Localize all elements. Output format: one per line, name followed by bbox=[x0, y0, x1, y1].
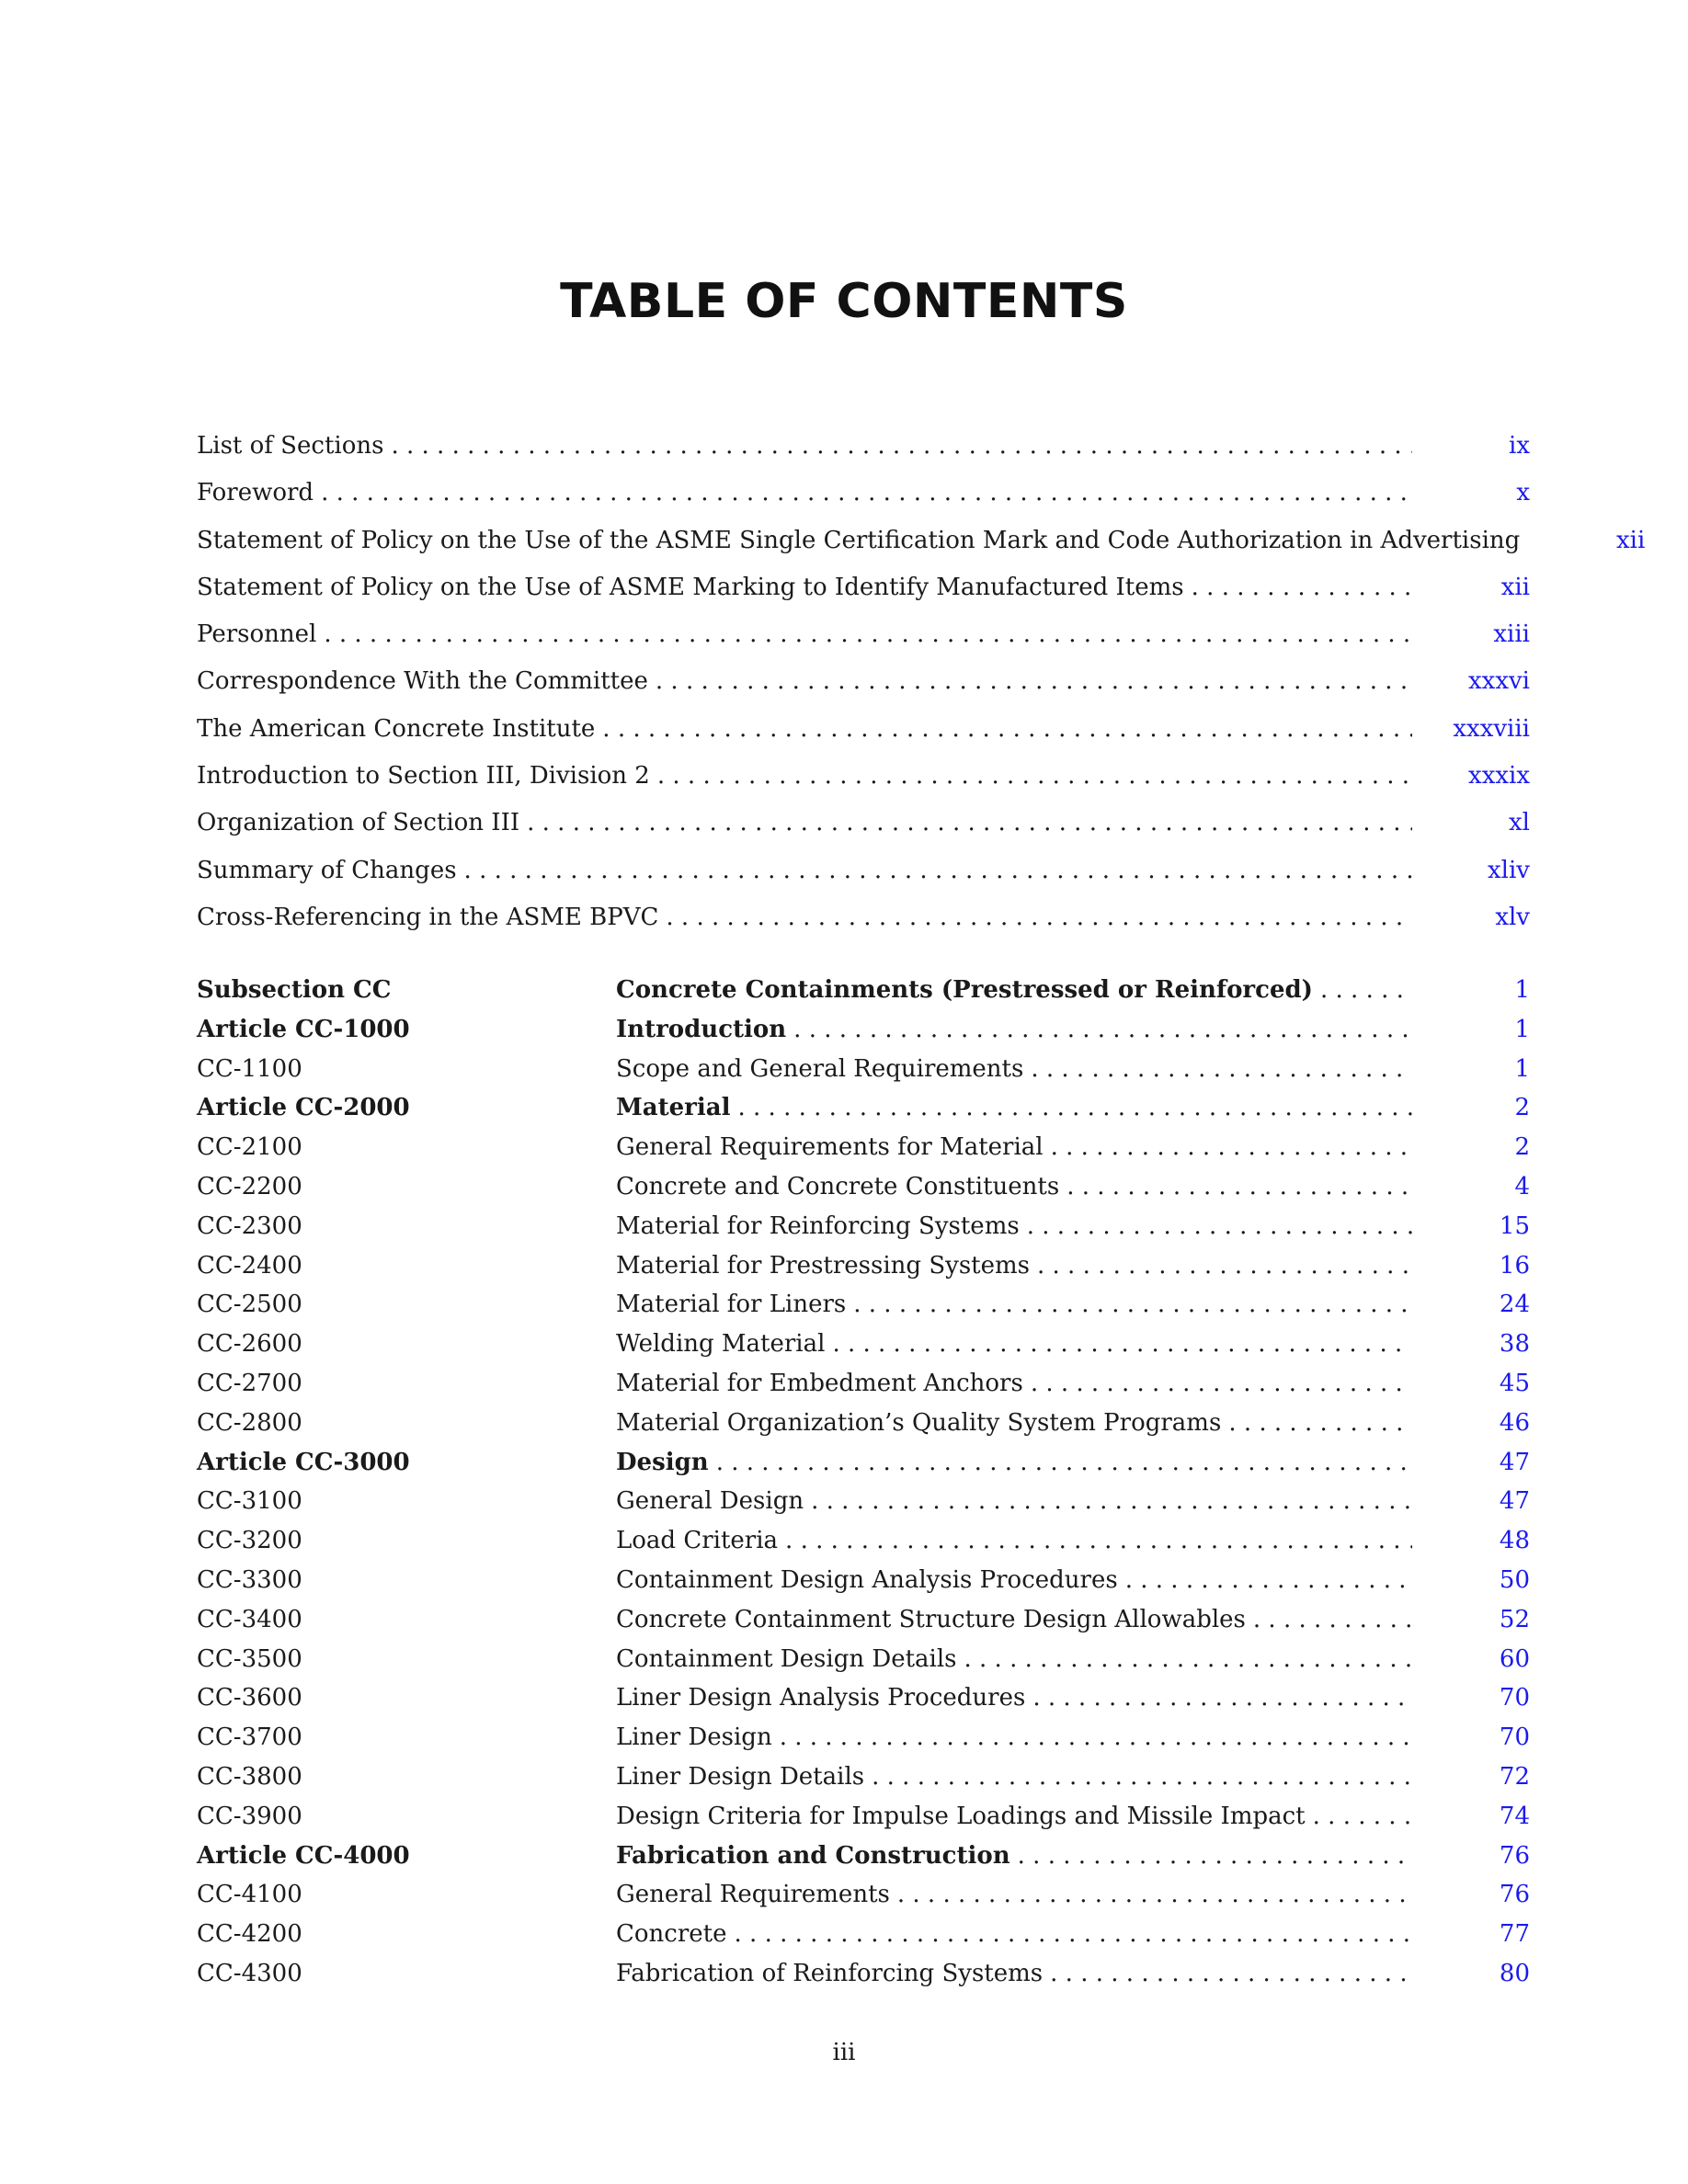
toc-entry[interactable] bbox=[197, 423, 1530, 470]
toc-section-page-link[interactable]: 24 bbox=[1499, 1291, 1530, 1319]
dot-leader bbox=[321, 470, 1412, 517]
toc-section-page-link[interactable]: 47 bbox=[1499, 1448, 1530, 1476]
toc-section-title: Material for Prestressing Systems bbox=[616, 1251, 1030, 1280]
dot-leader bbox=[1037, 1246, 1412, 1286]
dot-leader bbox=[527, 800, 1412, 847]
toc-section-page-link[interactable]: 80 bbox=[1499, 1959, 1530, 1987]
toc-section-entry[interactable] bbox=[197, 1404, 1530, 1443]
toc-entry-page-link[interactable]: xxxvi bbox=[1468, 667, 1530, 696]
toc-section-entry[interactable] bbox=[197, 1325, 1530, 1364]
toc-section-code: Article CC-2000 bbox=[197, 1094, 410, 1122]
dot-leader bbox=[1031, 1050, 1412, 1089]
toc-section-page-link[interactable]: 47 bbox=[1499, 1487, 1530, 1516]
toc-entry[interactable] bbox=[197, 564, 1530, 611]
toc-section-title-cell bbox=[616, 1088, 1420, 1128]
toc-entry-page-link[interactable]: xiii bbox=[1493, 620, 1530, 649]
dot-leader bbox=[1050, 1954, 1412, 1994]
dot-leader bbox=[1320, 971, 1412, 1010]
toc-section-code: CC-4100 bbox=[197, 1881, 302, 1909]
dot-leader bbox=[391, 423, 1412, 470]
toc-section-entry[interactable] bbox=[197, 1640, 1530, 1679]
toc-section-entry[interactable] bbox=[197, 1954, 1530, 1994]
toc-entry[interactable] bbox=[197, 518, 1646, 564]
toc-section-entry[interactable] bbox=[197, 1167, 1530, 1207]
section-list bbox=[197, 971, 1530, 1994]
toc-entry[interactable] bbox=[197, 706, 1530, 753]
toc-section-title-cell bbox=[616, 1325, 1420, 1364]
toc-section-entry[interactable] bbox=[197, 1443, 1530, 1483]
toc-entry[interactable] bbox=[197, 658, 1530, 705]
toc-section-title-cell bbox=[616, 1678, 1420, 1718]
toc-entry-page-link[interactable]: xii bbox=[1500, 573, 1530, 601]
toc-section-code: CC-2600 bbox=[197, 1330, 302, 1359]
dot-leader bbox=[872, 1757, 1412, 1797]
dot-leader bbox=[464, 847, 1412, 894]
toc-entry-page-link[interactable]: xxxix bbox=[1468, 762, 1530, 791]
toc-entry-label: Summary of Changes bbox=[197, 856, 457, 884]
toc-section-entry[interactable] bbox=[197, 1875, 1530, 1915]
dot-leader bbox=[1051, 1128, 1412, 1167]
toc-section-entry[interactable] bbox=[197, 971, 1530, 1010]
toc-section-title-cell bbox=[616, 1797, 1420, 1837]
toc-section-title: General Requirements bbox=[616, 1881, 890, 1909]
dot-leader bbox=[1313, 1797, 1412, 1837]
dot-leader bbox=[1027, 1207, 1412, 1246]
toc-section-page-link[interactable]: 77 bbox=[1499, 1920, 1530, 1949]
toc-entry-label: Organization of Section III bbox=[197, 809, 520, 837]
toc-section-entry[interactable] bbox=[197, 1010, 1530, 1050]
toc-section-page-link[interactable]: 76 bbox=[1499, 1841, 1530, 1870]
toc-section-page-link[interactable]: 4 bbox=[1514, 1172, 1530, 1200]
toc-section-code: CC-2800 bbox=[197, 1408, 302, 1437]
toc-section-title: Material for Liners bbox=[616, 1291, 847, 1319]
toc-section-title-cell bbox=[616, 1915, 1420, 1954]
toc-section-code: CC-1100 bbox=[197, 1054, 302, 1083]
toc-section-code: CC-4300 bbox=[197, 1959, 302, 1987]
toc-section-title-cell bbox=[616, 1640, 1420, 1679]
toc-section-title-cell bbox=[616, 1128, 1420, 1167]
toc-section-title: Liner Design Details bbox=[616, 1762, 865, 1791]
toc-section-code: CC-2100 bbox=[197, 1133, 302, 1162]
toc-entry[interactable] bbox=[197, 894, 1530, 941]
toc-section-title: Fabrication of Reinforcing Systems bbox=[616, 1959, 1044, 1987]
toc-section-page-link[interactable]: 2 bbox=[1514, 1133, 1530, 1162]
toc-section-page-link[interactable]: 1 bbox=[1514, 1054, 1530, 1083]
toc-section-code: Subsection CC bbox=[197, 976, 392, 1004]
toc-section-title-cell bbox=[616, 1167, 1420, 1207]
dot-leader bbox=[737, 1088, 1412, 1128]
toc-section-title-cell bbox=[616, 1521, 1420, 1561]
toc-section-page-link[interactable]: 46 bbox=[1499, 1408, 1530, 1437]
toc-section-page-link[interactable]: 70 bbox=[1499, 1684, 1530, 1712]
toc-section-entry[interactable] bbox=[197, 1561, 1530, 1600]
toc-section-title-cell bbox=[616, 1050, 1420, 1089]
toc-section-title-cell bbox=[616, 1954, 1420, 1994]
toc-section-title-cell bbox=[616, 1837, 1420, 1876]
toc-section-code: CC-2400 bbox=[197, 1251, 302, 1280]
toc-section-title-cell bbox=[616, 1718, 1420, 1757]
toc-section-entry[interactable] bbox=[197, 1364, 1530, 1404]
toc-section-code: Article CC-4000 bbox=[197, 1841, 410, 1870]
toc-section-page-link[interactable]: 74 bbox=[1499, 1802, 1530, 1830]
toc-section-entry[interactable] bbox=[197, 1246, 1530, 1286]
toc-entry-page-link[interactable]: ix bbox=[1509, 432, 1530, 460]
toc-entry-label: Statement of Policy on the Use of the ASME Single Certification Mark and Code Authorization in Advertising bbox=[197, 526, 1521, 554]
toc-section-title: Liner Design Analysis Procedures bbox=[616, 1684, 1026, 1712]
toc-section-title-cell bbox=[616, 1443, 1420, 1483]
toc-section-page-link[interactable]: 52 bbox=[1499, 1605, 1530, 1633]
toc-section-title-cell bbox=[616, 1875, 1420, 1915]
toc-section-code: CC-2200 bbox=[197, 1172, 302, 1200]
dot-leader bbox=[811, 1482, 1412, 1521]
dot-leader bbox=[1032, 1678, 1412, 1718]
dot-leader bbox=[897, 1875, 1412, 1915]
dot-leader bbox=[735, 1915, 1412, 1954]
toc-section-title-cell bbox=[616, 1482, 1420, 1521]
toc-entry-label: Introduction to Section III, Division 2 bbox=[197, 762, 650, 791]
toc-section-title: Liner Design bbox=[616, 1723, 772, 1752]
toc-section-code: Article CC-1000 bbox=[197, 1015, 410, 1043]
toc-section-title-cell bbox=[616, 1600, 1420, 1640]
toc-section-page-link[interactable]: 60 bbox=[1499, 1644, 1530, 1673]
toc-section-title-cell bbox=[616, 971, 1420, 1010]
toc-section-code: CC-3300 bbox=[197, 1565, 302, 1594]
toc-entry[interactable] bbox=[197, 470, 1530, 517]
toc-entry-label: Statement of Policy on the Use of ASME Marking to Identify Manufactured Items bbox=[197, 573, 1184, 601]
toc-section-code: CC-3600 bbox=[197, 1684, 302, 1712]
toc-entry[interactable] bbox=[197, 611, 1530, 658]
toc-section-entry[interactable] bbox=[197, 1757, 1530, 1797]
dot-leader bbox=[656, 658, 1412, 705]
dot-leader bbox=[1066, 1167, 1412, 1207]
toc-section-title: Concrete and Concrete Constituents bbox=[616, 1172, 1060, 1200]
dot-leader bbox=[793, 1010, 1412, 1050]
toc-section-entry[interactable] bbox=[197, 1718, 1530, 1757]
toc-section-title: Design Criteria for Impulse Loadings and Missile Impact bbox=[616, 1802, 1306, 1830]
toc-section-entry[interactable] bbox=[197, 1521, 1530, 1561]
toc-entry-page-link[interactable]: xlv bbox=[1495, 903, 1530, 931]
toc-entry-label: Personnel bbox=[197, 620, 317, 649]
dot-leader bbox=[785, 1521, 1412, 1561]
toc-section-entry[interactable] bbox=[197, 1797, 1530, 1837]
toc-section-title: Containment Design Analysis Procedures bbox=[616, 1565, 1118, 1594]
toc-section-entry[interactable] bbox=[197, 1600, 1530, 1640]
toc-section-entry[interactable] bbox=[197, 1128, 1530, 1167]
toc-section-title-cell bbox=[616, 1561, 1420, 1600]
dot-leader bbox=[780, 1718, 1412, 1757]
toc-section-code: Article CC-3000 bbox=[197, 1448, 410, 1476]
toc-entry-page-link[interactable]: xii bbox=[1615, 526, 1646, 554]
toc-section-page-link[interactable]: 72 bbox=[1499, 1762, 1530, 1791]
toc-section-title: Load Criteria bbox=[616, 1527, 779, 1555]
page-title: TABLE OF CONTENTS bbox=[560, 274, 1128, 329]
toc-section-code: CC-2500 bbox=[197, 1291, 302, 1319]
toc-entry[interactable] bbox=[197, 800, 1530, 847]
toc-section-page-link[interactable]: 1 bbox=[1514, 1015, 1530, 1043]
toc-section-code: CC-3400 bbox=[197, 1605, 302, 1633]
toc-section-title: Scope and General Requirements bbox=[616, 1054, 1024, 1083]
toc-section-page-link[interactable]: 70 bbox=[1499, 1723, 1530, 1752]
toc-section-code: CC-4200 bbox=[197, 1920, 302, 1949]
toc-section-title: Concrete Containment Structure Design Allowables bbox=[616, 1605, 1246, 1633]
toc-entry[interactable] bbox=[197, 847, 1530, 894]
dot-leader bbox=[832, 1325, 1412, 1364]
dot-leader bbox=[1018, 1837, 1412, 1876]
toc-section-page-link[interactable]: 38 bbox=[1499, 1330, 1530, 1359]
toc-entry-page-link[interactable]: xl bbox=[1509, 809, 1530, 837]
toc-entry-page-link[interactable]: xliv bbox=[1488, 856, 1530, 884]
toc-section-title: General Design bbox=[616, 1487, 804, 1516]
toc-section-code: CC-3100 bbox=[197, 1487, 302, 1516]
toc-section-page-link[interactable]: 76 bbox=[1499, 1881, 1530, 1909]
toc-entry-page-link[interactable]: xxxviii bbox=[1453, 714, 1530, 743]
dot-leader bbox=[1031, 1364, 1412, 1404]
toc-section-title: Fabrication and Construction bbox=[616, 1841, 1010, 1870]
toc-entry-label: List of Sections bbox=[197, 432, 384, 460]
toc-section-entry[interactable] bbox=[197, 1207, 1530, 1246]
toc-section-page-link[interactable]: 48 bbox=[1499, 1527, 1530, 1555]
dot-leader bbox=[1192, 564, 1412, 611]
toc-section-title: Material for Embedment Anchors bbox=[616, 1369, 1023, 1397]
dot-leader bbox=[666, 894, 1412, 941]
dot-leader bbox=[324, 611, 1412, 658]
toc-section-title-cell bbox=[616, 1010, 1420, 1050]
toc-entry-label: Cross-Referencing in the ASME BPVC bbox=[197, 903, 659, 931]
toc-section-code: CC-3700 bbox=[197, 1723, 302, 1752]
toc-section-title: Material Organization’s Quality System Programs bbox=[616, 1408, 1222, 1437]
toc-section-title: General Requirements for Material bbox=[616, 1133, 1044, 1162]
toc-section-entry[interactable] bbox=[197, 1837, 1530, 1876]
toc-section-title: Design bbox=[616, 1448, 709, 1476]
toc-section-entry[interactable] bbox=[197, 1678, 1530, 1718]
toc-entry-page-link[interactable]: x bbox=[1516, 479, 1530, 507]
toc-section-title-cell bbox=[616, 1364, 1420, 1404]
dot-leader bbox=[1125, 1561, 1412, 1600]
toc-section-entry[interactable] bbox=[197, 1285, 1530, 1325]
toc-section-entry[interactable] bbox=[197, 1915, 1530, 1954]
toc-section-title-cell bbox=[616, 1246, 1420, 1286]
toc-section-page-link[interactable]: 15 bbox=[1499, 1211, 1530, 1240]
dot-leader bbox=[602, 706, 1412, 753]
toc-section-entry[interactable] bbox=[197, 1088, 1530, 1128]
front-matter-list bbox=[197, 423, 1646, 941]
toc-section-page-link[interactable]: 1 bbox=[1514, 976, 1530, 1004]
toc-section-title-cell bbox=[616, 1285, 1420, 1325]
toc-section-code: CC-3200 bbox=[197, 1527, 302, 1555]
toc-section-code: CC-3800 bbox=[197, 1762, 302, 1791]
toc-section-code: CC-3500 bbox=[197, 1644, 302, 1673]
toc-entry-label: The American Concrete Institute bbox=[197, 714, 596, 743]
toc-section-title-cell bbox=[616, 1404, 1420, 1443]
toc-section-page-link[interactable]: 16 bbox=[1499, 1251, 1530, 1280]
toc-entry-label: Correspondence With the Committee bbox=[197, 667, 648, 696]
toc-section-page-link[interactable]: 45 bbox=[1499, 1369, 1530, 1397]
toc-section-title: Containment Design Details bbox=[616, 1644, 957, 1673]
toc-section-title: Concrete Containments (Prestressed or Reinforced) bbox=[616, 976, 1313, 1004]
toc-entry[interactable] bbox=[197, 753, 1530, 800]
toc-section-code: CC-2300 bbox=[197, 1211, 302, 1240]
toc-section-code: CC-2700 bbox=[197, 1369, 302, 1397]
toc-section-title-cell bbox=[616, 1757, 1420, 1797]
dot-leader bbox=[964, 1640, 1413, 1679]
dot-leader bbox=[1228, 1404, 1412, 1443]
toc-section-page-link[interactable]: 50 bbox=[1499, 1565, 1530, 1594]
dot-leader bbox=[716, 1443, 1412, 1483]
toc-section-entry[interactable] bbox=[197, 1050, 1530, 1089]
toc-section-title: Introduction bbox=[616, 1015, 787, 1043]
toc-entry-label: Foreword bbox=[197, 479, 314, 507]
toc-section-code: CC-3900 bbox=[197, 1802, 302, 1830]
toc-section-title: Welding Material bbox=[616, 1330, 826, 1359]
dot-leader bbox=[657, 753, 1412, 800]
dot-leader bbox=[1253, 1600, 1412, 1640]
toc-section-page-link[interactable]: 2 bbox=[1514, 1094, 1530, 1122]
dot-leader bbox=[853, 1285, 1412, 1325]
toc-section-title: Concrete bbox=[616, 1920, 727, 1949]
toc-section-title: Material bbox=[616, 1094, 731, 1122]
toc-section-title: Material for Reinforcing Systems bbox=[616, 1211, 1020, 1240]
toc-section-title-cell bbox=[616, 1207, 1420, 1246]
page-number: iii bbox=[832, 2039, 856, 2066]
toc-section-entry[interactable] bbox=[197, 1482, 1530, 1521]
